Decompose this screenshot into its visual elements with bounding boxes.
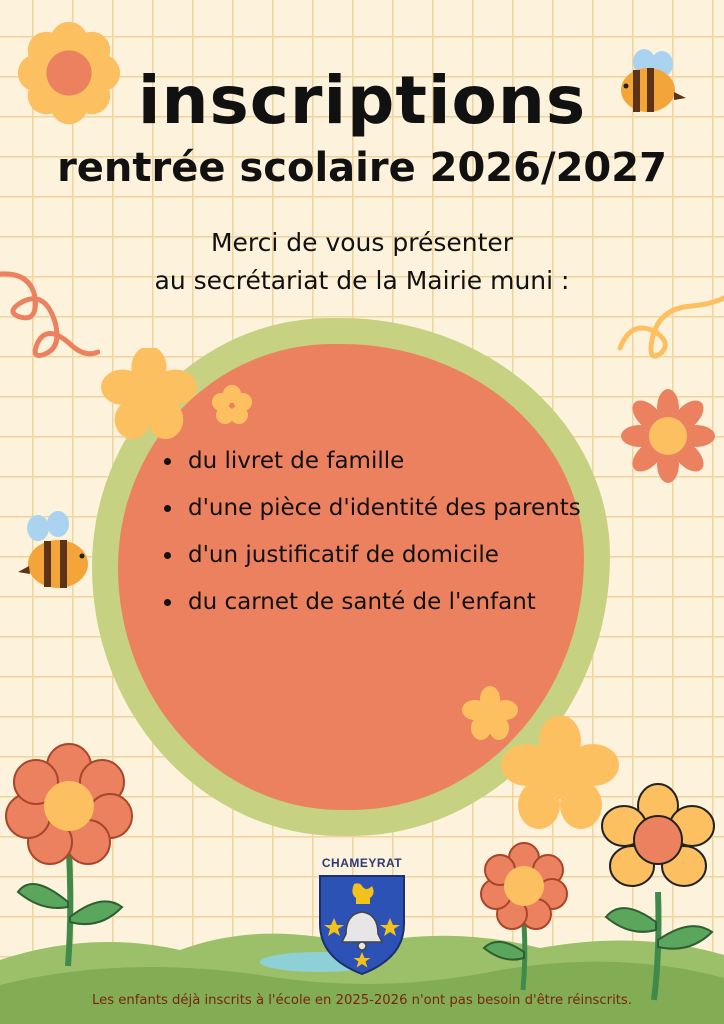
list-item: du carnet de santé de l'enfant bbox=[162, 579, 582, 626]
list-item: d'une pièce d'identité des parents bbox=[162, 485, 582, 532]
bee-icon bbox=[16, 510, 96, 592]
town-crest bbox=[312, 856, 412, 976]
list-item: d'un justificatif de domicile bbox=[162, 532, 582, 579]
page-subtitle: rentrée scolaire 2026/2027 bbox=[57, 145, 667, 191]
required-documents-list bbox=[162, 438, 582, 626]
flower-icon bbox=[98, 348, 200, 442]
intro-line-1: Merci de vous présenter bbox=[210, 228, 514, 257]
footer-note: Les enfants déjà inscrits à l'école en 2025-2026 n'ont pas besoin d'être réinscrits. bbox=[91, 993, 632, 1008]
flower-icon bbox=[2, 742, 136, 968]
flower-icon bbox=[476, 842, 572, 992]
page-title: inscriptions bbox=[137, 62, 587, 139]
flower-icon bbox=[596, 782, 720, 1002]
coat-of-arms-icon bbox=[316, 872, 408, 976]
flower-icon bbox=[618, 386, 718, 486]
intro-line-2: au secrétariat de la Mairie muni : bbox=[154, 266, 570, 295]
list-item: du livret de famille bbox=[162, 438, 582, 485]
flower-icon bbox=[210, 384, 254, 426]
crest-label: CHAMEYRAT bbox=[321, 856, 403, 870]
